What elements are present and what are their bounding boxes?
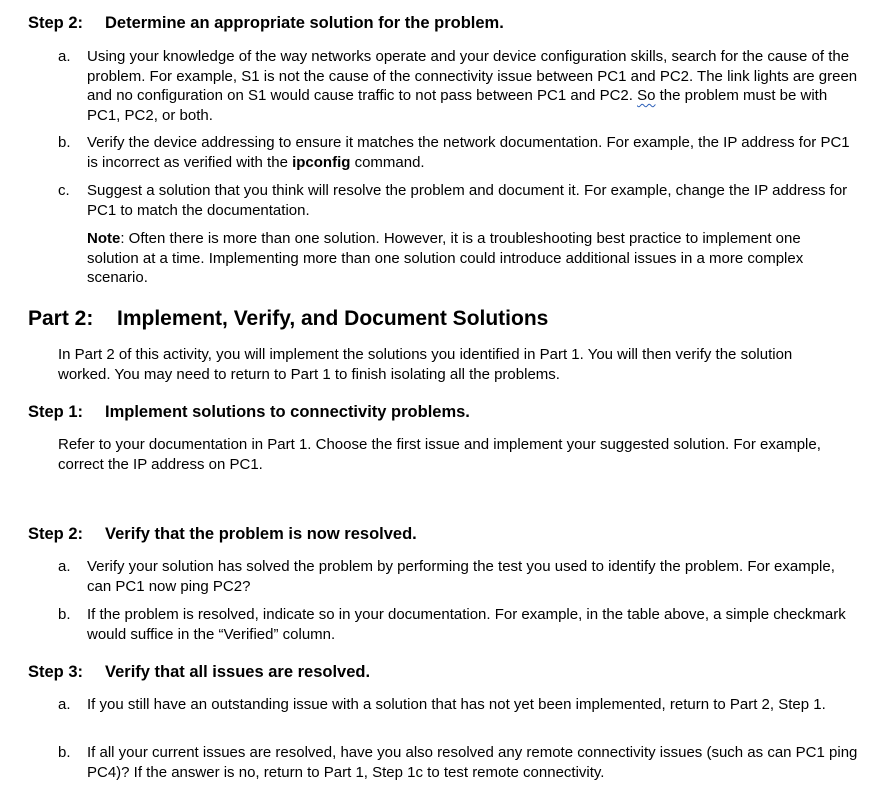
list-item xyxy=(58,605,858,644)
step2-determine-heading xyxy=(28,14,504,33)
item-text xyxy=(87,47,858,125)
item-letter: b. xyxy=(58,744,71,761)
list-item xyxy=(58,743,858,782)
item-text: Verify your solution has solved the problem by performing the test you used to identify the problem. For example, can PC1 now ping PC2? xyxy=(87,558,835,595)
command-name: ipconfig xyxy=(292,153,351,171)
list-item xyxy=(58,181,858,220)
step-title: Verify that all issues are resolved. xyxy=(105,663,371,681)
item-text: Suggest a solution that you think will resolve the problem and document it. For example, change the IP address for PC1 to match the documentation. xyxy=(87,182,848,219)
list-item xyxy=(58,47,858,125)
spellcheck-flagged-word[interactable]: So xyxy=(637,87,656,104)
item-text-part: Using your knowledge of the way networks operate and your device configuration skills, search for the cause of the problem. For example, S1 is not the cause of the connectivity issue between PC1 and PC2. The link lights are green and no configuration on S1 would cause traffic to not pass between PC1 and PC2. xyxy=(87,48,858,104)
item-letter: a. xyxy=(58,558,71,575)
step-number: Step 2: xyxy=(28,525,84,543)
item-text-part: command. xyxy=(350,153,425,171)
part2-heading xyxy=(28,307,548,331)
step-number: Step 1: xyxy=(28,403,84,421)
item-text-part: the problem must be with PC1, PC2, or both. xyxy=(87,87,828,124)
item-text: If the problem is resolved, indicate so in your documentation. For example, in the table above, a simple checkmark would suffice in the “Verified” column. xyxy=(87,606,846,643)
step1-text: Refer to your documentation in Part 1. Choose the first issue and implement your suggested solution. For example, correct the IP address on PC1. xyxy=(58,436,821,473)
item-letter: a. xyxy=(58,48,71,65)
list-item xyxy=(58,557,858,596)
item-letter: b. xyxy=(58,606,71,623)
step-title: Verify that the problem is now resolved. xyxy=(105,525,417,543)
step-number: Step 3: xyxy=(28,663,84,681)
step-title: Implement solutions to connectivity problems. xyxy=(105,403,470,421)
note-paragraph xyxy=(87,229,847,288)
part-number: Part 2: xyxy=(28,307,94,330)
item-letter: c. xyxy=(58,182,70,199)
item-text: If all your current issues are resolved, have you also resolved any remote connectivity issues (such as can PC1 ping PC4)? If the answer is no, return to Part 1, Step 1c to test remote connectivity. xyxy=(87,744,858,781)
item-letter: a. xyxy=(58,696,71,713)
item-text: If you still have an outstanding issue with a solution that has not yet been implemented, return to Part 2, Step 1. xyxy=(87,696,826,713)
step1-heading xyxy=(28,403,470,422)
step-title: Determine an appropriate solution for the problem. xyxy=(105,14,504,32)
step-number: Step 2: xyxy=(28,14,84,32)
note-text: : Often there is more than one solution. However, it is a troubleshooting best practice to implement one solution at a time. Implementing more than one solution could introduce additional issues in a more complex scenario. xyxy=(87,230,804,286)
part2-intro: In Part 2 of this activity, you will implement the solutions you identified in Part 1. You will then verify the solution worked. You may need to return to Part 1 to finish isolating all the problems. xyxy=(58,346,793,383)
item-letter: b. xyxy=(58,134,71,151)
part-title: Implement, Verify, and Document Solutions xyxy=(117,307,549,330)
note-label: Note xyxy=(87,230,121,247)
item-text xyxy=(87,133,858,172)
step2-verify-heading xyxy=(28,525,417,544)
step3-heading xyxy=(28,663,370,682)
list-item xyxy=(58,133,858,172)
item-text-part: Verify the device addressing to ensure it matches the network documentation. For example, the IP address for PC1 is incorrect as verified with the xyxy=(87,134,850,171)
list-item xyxy=(58,695,858,715)
